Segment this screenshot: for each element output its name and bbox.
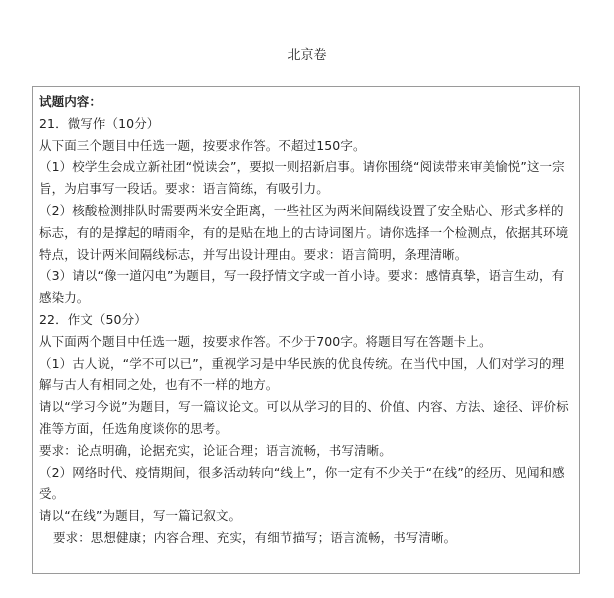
q21-instruction: 从下面三个题目中任选一题，按要求作答。不超过150字。 (39, 137, 366, 153)
q21-option-1: （1）校学生会成立新社团“悦读会”，要拟一则招新启事。请你围绕“阅读带来审美愉悦”这一宗旨，为启事写一段话。要求：语言简练，有吸引力。 (39, 159, 565, 197)
page-title: 北京卷 (287, 48, 327, 63)
q22-title: 22．作文（50分） (39, 311, 147, 327)
q22-option-1-task: 请以“学习今说”为题目，写一篇议论文。可以从学习的目的、价值、内容、方法、途径、评价标准等方面，任选角度谈你的思考。 (39, 399, 569, 436)
q22-option-2: （2）网络时代、疫情期间，很多活动转向“线上”，你一定有不少关于“在线”的经历、见闻和感受。 (39, 464, 565, 502)
exam-content-box (32, 86, 580, 574)
q21-option-2: （2）核酸检测排队时需要两米安全距离，一些社区为两米间隔线设置了安全贴心、形式多样的标志，有的是撑起的晴雨伞，有的是贴在地上的古诗词图片。请你选择一个检测点，依据其环境特点，设计两米间隔线标志，并写出设计理由。要求：语言简明，条理清晰。 (39, 202, 569, 262)
q22-instruction: 从下面两个题目中任选一题，按要求作答。不少于700字。将题目写在答题卡上。 (39, 333, 492, 349)
q22-option-1-requirement: 要求：论点明确，论据充实，论证合理；语言流畅，书写清晰。 (39, 442, 392, 458)
content-heading: 试题内容： (39, 94, 103, 109)
q22-option-2-task: 请以“在线”为题目，写一篇记叙文。 (39, 508, 242, 524)
q21-option-3: （3）请以“像一道闪电”为题目，写一段抒情文字或一首小诗。要求：感情真挚，语言生动，有感染力。 (39, 268, 565, 306)
q22-option-2-requirement: 要求：思想健康；内容合理、充实，有细节描写；语言流畅，书写清晰。 (53, 529, 457, 545)
q21-title: 21．微写作（10分） (39, 115, 160, 131)
q22-option-1: （1）古人说，“学不可以已”，重视学习是中华民族的优良传统。在当代中国，人们对学习的理解与古人有相同之处，也有不一样的地方。 (39, 355, 565, 393)
